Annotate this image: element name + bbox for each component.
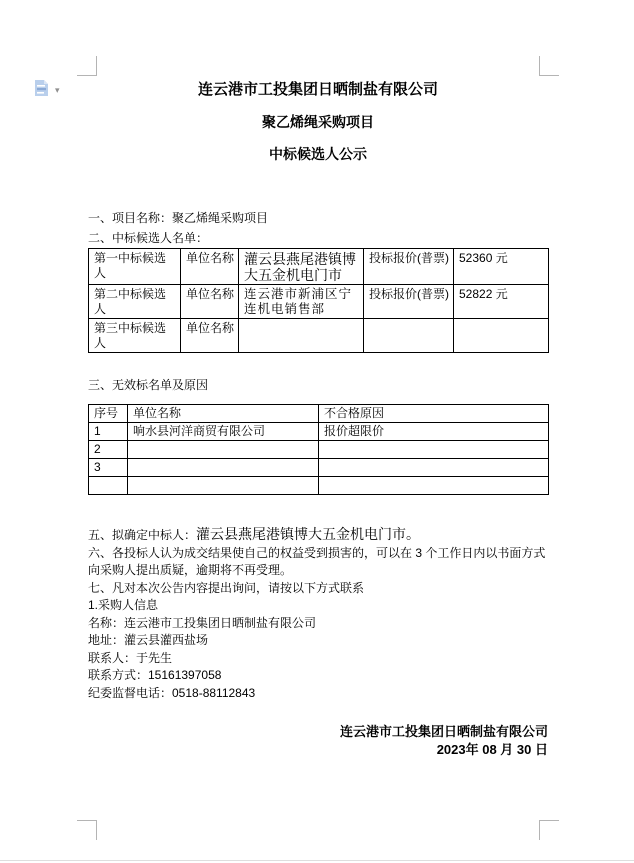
invalid-reason: 报价超限价 [319,423,549,441]
section-2-candidates-heading: 二、中标候选人名单： [88,231,209,245]
row-index: 1 [89,423,128,441]
supervision-phone: 纪委监督电话：0518-88112843 [88,685,256,700]
section-5-label: 五、拟确定中标人： [88,528,197,542]
column-header-index: 序号 [89,405,128,423]
crop-mark-top-left [77,56,97,76]
section-7-contact-heading: 七、凡对本次公告内容提出询问，请按以下方式联系 [88,580,365,595]
table-row [89,285,549,319]
price-label: 投标报价(普票) [364,285,454,319]
row-index [89,477,128,495]
table-row [89,477,549,495]
invalid-company [128,459,319,477]
price-value [454,319,549,353]
section-1-project-name: 一、项目名称：聚乙烯绳采购项目 [88,211,269,225]
contact-address: 地址：灌云县灌西盐场 [88,633,209,647]
row-index: 2 [89,441,128,459]
table-row [89,319,549,353]
candidate-rank: 第三中标候选人 [89,319,181,353]
signature-date: 2023年 08 月 30 日 [436,742,548,757]
candidates-table [88,248,549,353]
document-title-project: 聚乙烯绳采购项目 [262,114,374,130]
price-value: 52822 元 [454,285,549,319]
invalid-company [128,477,319,495]
signature-company: 连云港市工投集团日晒制盐有限公司 [339,724,548,739]
candidate-company: 连云港市新浦区宁连机电销售部 [239,285,364,319]
signature-block [88,723,548,759]
candidate-company [239,319,364,353]
chevron-down-icon[interactable]: ▾ [55,84,60,95]
contact-phone: 联系方式：15161397058 [88,668,222,682]
table-row [89,459,549,477]
column-header-unit: 单位名称 [128,405,319,423]
candidate-rank: 第一中标候选人 [89,249,181,285]
contact-person: 联系人：于先生 [88,650,173,665]
section-5-winner [88,526,548,545]
unit-name-label: 单位名称 [181,285,239,319]
row-index: 3 [89,459,128,477]
section-6-objection-notice: 六、各投标人认为成交结果使自己的权益受到损害的，可以在 3 个工作日内以书面方式向采购人提出质疑，逾期将不再受理。 [88,545,546,577]
crop-mark-bottom-left [77,820,97,840]
candidate-company: 灌云县燕尾港镇博大五金机电门市 [239,249,364,285]
candidate-rank: 第二中标候选人 [89,285,181,319]
invalid-reason [319,441,549,459]
document-title-announcement: 中标候选人公示 [269,146,367,162]
section-5-winner-company: 灌云县燕尾港镇博大五金机电门市。 [196,526,421,542]
unit-name-label: 单位名称 [181,319,239,353]
section-3-invalid-heading: 三、无效标名单及原因 [88,378,209,392]
contact-name: 名称：连云港市工投集团日晒制盐有限公司 [88,615,317,630]
unit-name-label: 单位名称 [181,249,239,285]
invalid-reason [319,477,549,495]
table-row [89,423,549,441]
invalid-company: 响水县河洋商贸有限公司 [128,423,319,441]
paste-options-icon [33,79,50,102]
table-header-row [89,405,549,423]
invalid-reason [319,459,549,477]
crop-mark-bottom-right [539,820,559,840]
price-label [364,319,454,353]
buyer-info-heading: 1.采购人信息 [88,598,159,612]
table-row [89,441,549,459]
price-label: 投标报价(普票) [364,249,454,285]
invalid-company [128,441,319,459]
crop-mark-top-right [539,56,559,76]
document-body [88,82,548,759]
price-value: 52360 元 [454,249,549,285]
page-bottom-edge [0,860,634,861]
column-header-reason: 不合格原因 [319,405,549,423]
table-row [89,249,549,285]
document-title-company: 连云港市工投集团日晒制盐有限公司 [197,81,438,98]
invalid-bids-table [88,404,549,495]
paste-options-button[interactable] [33,78,73,102]
